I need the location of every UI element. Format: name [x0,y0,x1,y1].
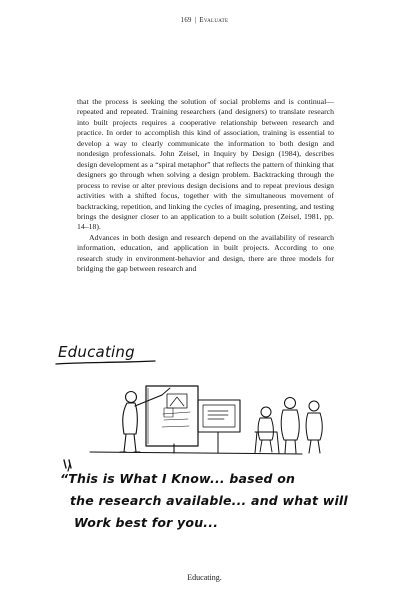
section-name: Evaluate [199,17,229,24]
handwritten-line: the research available... and what will [70,493,348,508]
page-number: 169 [180,17,192,24]
handwritten-line: “This is What I Know... based on [60,471,296,486]
sketch-title: Educating [58,343,135,361]
paragraph: that the process is seeking the solution of social problems and is continual—repeated and repeated. Training researchers (and designers) to translate research into built projects requires a cooperative relationship between research and practice. In order to accomplish this kind of association, training is essential to develop a way to clearly communicate the information to both design and nondesign professionals. John Zeisel, in Inquiry by Design (1984), describes design development as a “spiral metaphor” that reflects the pattern of thinking that designers go through when solving a design problem. Backtracking through the process to revise or alter previous design decisions and to repeat previous design activities with a shifted focus, together with the simultaneous movement of backtracking, repetition, and linking the cycles of imaging, presenting, and testing brings the designer closer to an application to a built solution (Zeisel, 1981, pp. 14–18). [77,97,334,232]
sketch-drawing [52,340,372,540]
running-header [0,17,409,24]
paragraph: Advances in both design and research depend on the availability of research information, education, and application in built projects. According to one research study in environment-behavior and design, there are three models for bridging the gap between research and [77,232,334,274]
sketch-figure [52,340,372,540]
header-separator: | [194,17,197,24]
body-text [77,97,334,275]
figure-caption: Educating. [187,573,222,582]
handwritten-line: Work best for you... [74,515,219,530]
